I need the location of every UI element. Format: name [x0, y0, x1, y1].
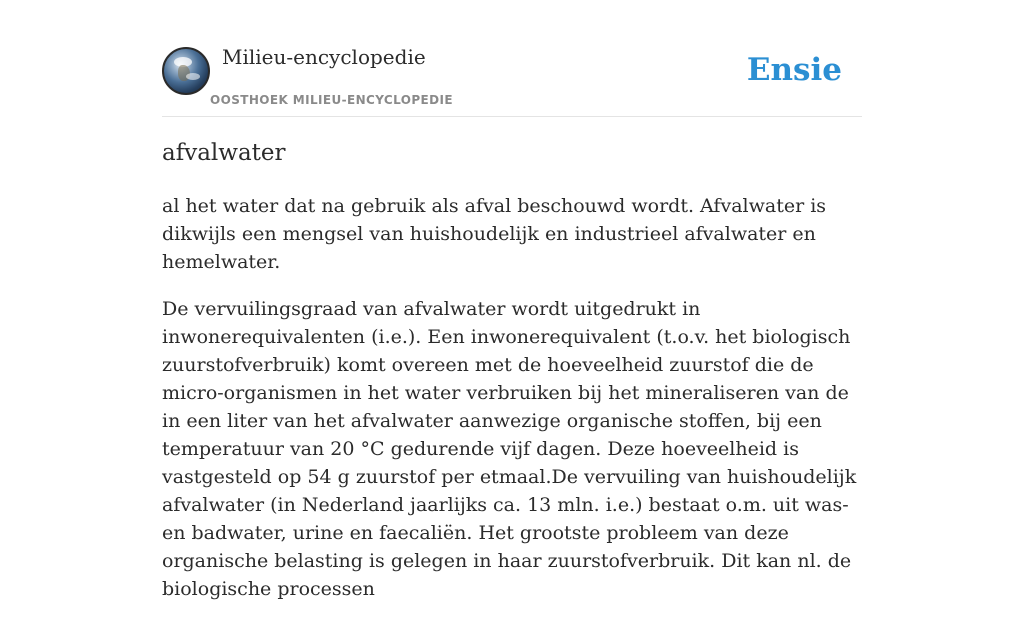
article-body — [162, 192, 864, 622]
site-header — [162, 0, 862, 117]
earth-globe-icon[interactable] — [162, 47, 210, 95]
article-paragraph: al het water dat na gebruik als afval beschouwd wordt. Afvalwater is dikwijls een mengsel van huishoudelijk en industrieel afvalwater en hemelwater. — [162, 195, 827, 273]
site-name-link[interactable]: Milieu-encyclopedie — [222, 45, 426, 69]
article-paragraph: De vervuilingsgraad van afvalwater wordt uitgedrukt in inwonerequivalenten (i.e.). Een inwonerequivalent (t.o.v. het biologisch zuurstofverbruik) komt overeen met de hoeveelheid zuurstof die de micro-organismen in het water verbruiken bij het mineraliseren van de in een liter van het afvalwater aanwezige organische stoffen, bij een temperatuur van 20 °C gedurende vijf dagen. Deze hoeveelheid is vastgesteld op 54 g zuurstof per etmaal.De vervuiling van huishoudelijk afvalwater (in Nederland jaarlijks ca. 13 mln. i.e.) bestaat o.m. uit was- en badwater, urine en faecaliën. Het grootste probleem van deze organische belasting is gelegen in haar zuurstofverbruik. Dit kan nl. de biologische processen — [162, 298, 857, 600]
site-subtitle: OOSTHOEK MILIEU-ENCYCLOPEDIE — [210, 93, 453, 107]
avatar-cloud — [186, 73, 200, 80]
page-container — [162, 0, 862, 600]
page-title: afvalwater — [162, 140, 286, 166]
ensie-logo-link[interactable]: Ensie — [746, 52, 842, 88]
